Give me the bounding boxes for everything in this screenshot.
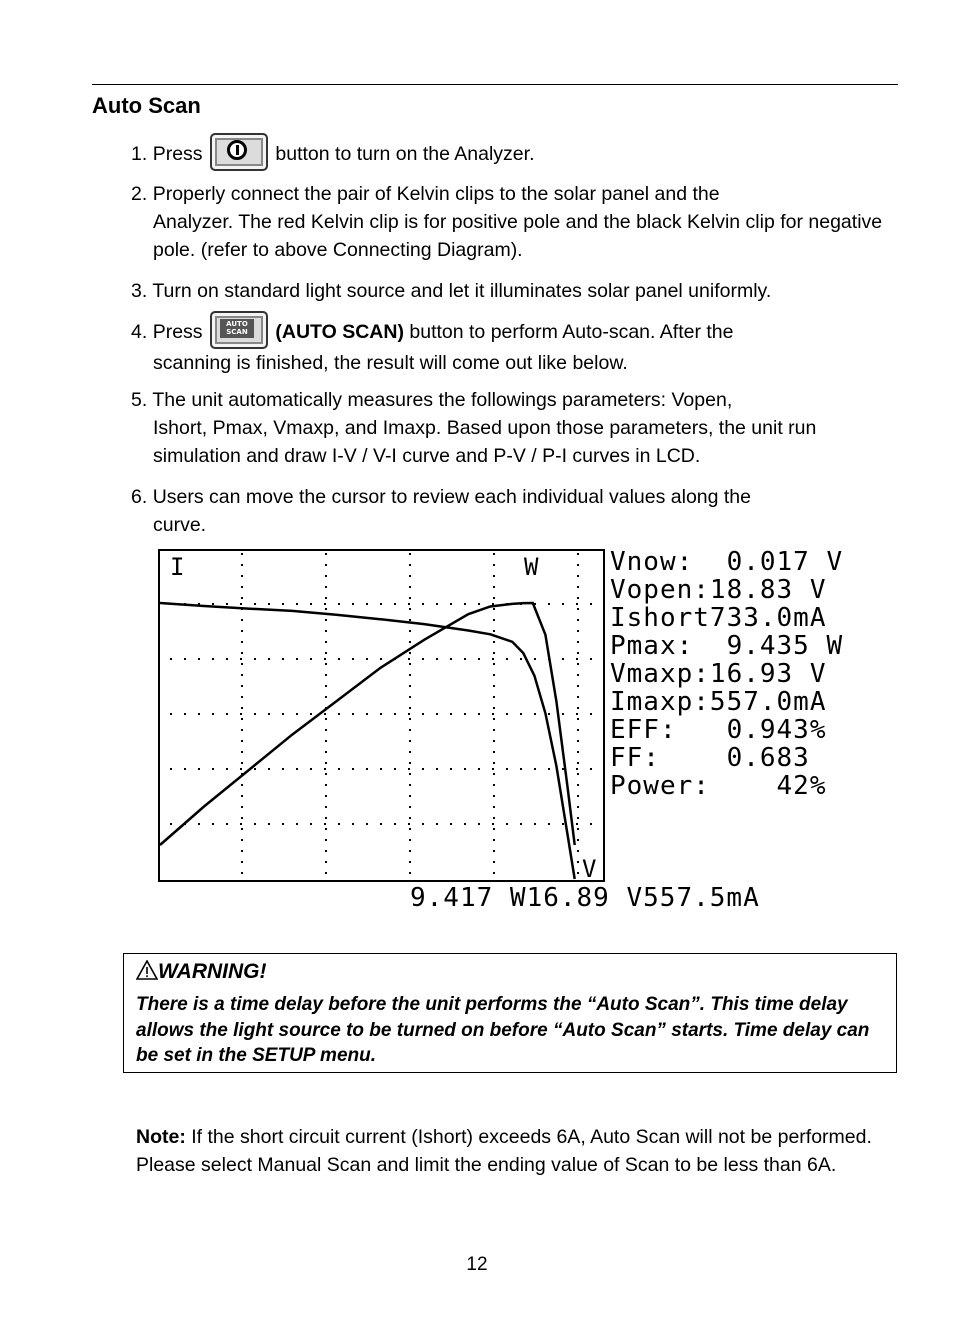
step-6 [131, 483, 901, 539]
warning-box [123, 953, 897, 1073]
axis-label-w: W [524, 553, 539, 581]
step-text-continued: Analyzer. The red Kelvin clip is for positive pole and the black Kelvin clip for negative pole. (refer to above Connecting Diagram). [153, 211, 883, 261]
readout-eff: EFF: 0.943% [610, 715, 827, 745]
step-text-post: button to turn on the Analyzer. [275, 143, 535, 166]
cursor-readout: 9.417 W16.89 V557.5mA [410, 883, 760, 913]
step-number: 4. [131, 321, 148, 344]
step-number: 5. [131, 389, 148, 411]
step-text: The unit automatically measures the followings parameters: Vopen, [152, 389, 733, 411]
step-text-pre: Press [152, 321, 203, 344]
readout-vopen: Vopen:18.83 V [610, 575, 827, 605]
auto-scan-button-icon [210, 311, 268, 349]
header-rule [92, 84, 898, 85]
readout-imaxp: Imaxp:557.0mA [610, 687, 827, 717]
note-label: Note: [136, 1126, 186, 1148]
readout-vmaxp: Vmaxp:16.93 V [610, 659, 827, 689]
step-5 [131, 386, 901, 470]
step-number: 6. [131, 486, 148, 508]
readout-pmax: Pmax: 9.435 W [610, 631, 844, 661]
step-text-bold: (AUTO SCAN) [275, 321, 404, 344]
step-1 [131, 139, 901, 171]
note-text: If the short circuit current (Ishort) exceeds 6A, Auto Scan will not be performed. Please select Manual Scan and limit the ending value of Scan to be less than 6A. [136, 1126, 872, 1176]
power-button-icon [210, 133, 268, 171]
axis-label-v: V [582, 855, 597, 883]
warning-title [136, 960, 267, 984]
warning-text: There is a time delay before the unit performs the “Auto Scan”. This time delay allows the light source to be turned on before “Auto Scan” starts. Time delay can be set in the SETUP menu. [136, 994, 870, 1066]
section-title: Auto Scan [92, 93, 201, 118]
plot-frame [159, 550, 604, 881]
step-text: Users can move the cursor to review each individual values along the [152, 486, 751, 508]
warning-title-text: WARNING! [158, 960, 267, 983]
step-text-continued: scanning is finished, the result will come out like below. [153, 352, 628, 374]
step-text-pre: Press [152, 143, 203, 166]
readout-ishort: Ishort733.0mA [610, 603, 827, 633]
step-4 [131, 317, 901, 377]
step-number: 3. [131, 280, 148, 302]
step-text: Turn on standard light source and let it illuminates solar panel uniformly. [152, 280, 772, 302]
step-3 [131, 277, 901, 305]
step-text-continued: Ishort, Pmax, Vmaxp, and Imaxp. Based upon those parameters, the unit run simulation and draw I-V / V-I curve and P-V / P-I curves in LCD. [153, 417, 817, 467]
step-number: 2. [131, 183, 148, 205]
step-text: Properly connect the pair of Kelvin clips to the solar panel and the [152, 183, 720, 205]
auto-scan-key-label: AUTO SCAN [220, 319, 254, 338]
readout-ff: FF: 0.683 [610, 743, 810, 773]
step-text-continued: curve. [153, 514, 207, 536]
note-paragraph [136, 1123, 901, 1179]
readout-power: Power: 42% [610, 771, 827, 801]
lcd-plot [158, 549, 608, 885]
axis-label-i: I [170, 553, 185, 581]
step-number: 1. [131, 143, 148, 166]
step-2 [131, 180, 901, 264]
page-number: 12 [466, 1254, 488, 1275]
warning-triangle-icon [136, 960, 158, 980]
step-text-post: button to perform Auto-scan. After the [409, 321, 734, 344]
readout-vnow: Vnow: 0.017 V [610, 547, 844, 577]
